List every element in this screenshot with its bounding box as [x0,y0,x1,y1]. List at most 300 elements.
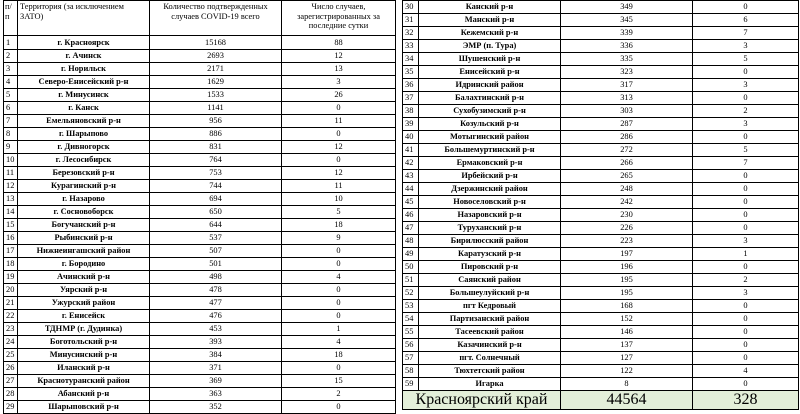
table-row [403,79,799,92]
row-confirmed: 336 [561,40,693,53]
row-number: 7 [4,115,18,128]
table-row [4,76,396,89]
row-number: 3 [4,63,18,76]
row-number: 10 [4,154,18,167]
row-last-day: 0 [693,1,799,14]
row-number: 46 [403,209,419,222]
row-confirmed: 197 [561,248,693,261]
row-territory: Козульский р-н [419,118,561,131]
row-confirmed: 195 [561,274,693,287]
row-number: 19 [4,271,18,284]
row-territory: Курагинский р-н [18,180,150,193]
row-territory: пгт Кедровый [419,300,561,313]
row-territory: Тюхтетский район [419,365,561,378]
row-last-day: 10 [282,193,396,206]
row-last-day: 0 [282,245,396,258]
row-last-day: 2 [282,388,396,401]
row-last-day: 0 [693,352,799,365]
row-confirmed: 650 [150,206,282,219]
row-last-day: 0 [282,154,396,167]
right-table-body [403,1,799,391]
table-row [4,50,396,63]
row-territory: Казачинский р-н [419,339,561,352]
row-territory: Уярский р-н [18,284,150,297]
row-confirmed: 477 [150,297,282,310]
row-confirmed: 886 [150,128,282,141]
row-number: 47 [403,222,419,235]
table-row [403,313,799,326]
row-number: 55 [403,326,419,339]
row-territory: г. Красноярск [18,36,150,50]
row-last-day: 0 [693,66,799,79]
row-number: 1 [4,36,18,50]
row-confirmed: 223 [561,235,693,248]
table-row [403,378,799,391]
table-row [4,115,396,128]
row-confirmed: 2171 [150,63,282,76]
row-territory: Минусинский р-н [18,349,150,362]
row-territory: Канский р-н [419,1,561,14]
row-confirmed: 127 [561,352,693,365]
row-last-day: 7 [693,27,799,40]
row-number: 34 [403,53,419,66]
row-territory: Кежемский р-н [419,27,561,40]
row-number: 37 [403,92,419,105]
row-confirmed: 272 [561,144,693,157]
row-confirmed: 507 [150,245,282,258]
row-territory: ТДНМР (г. Дудинка) [18,323,150,336]
total-name: Красноярский край [403,391,561,410]
row-last-day: 4 [693,365,799,378]
row-number: 16 [4,232,18,245]
row-territory: Шушенский р-н [419,53,561,66]
covid-table-right [402,0,799,410]
row-confirmed: 694 [150,193,282,206]
row-confirmed: 2693 [150,50,282,63]
row-territory: Ачинский р-н [18,271,150,284]
table-row [403,183,799,196]
row-number: 13 [4,193,18,206]
row-confirmed: 152 [561,313,693,326]
table-row [403,14,799,27]
table-row [4,284,396,297]
table-row [4,141,396,154]
row-last-day: 12 [282,50,396,63]
table-row [4,128,396,141]
row-last-day: 3 [693,40,799,53]
row-number: 48 [403,235,419,248]
table-row [4,323,396,336]
row-confirmed: 753 [150,167,282,180]
row-territory: г. Шарыпово [18,128,150,141]
row-confirmed: 226 [561,222,693,235]
row-confirmed: 266 [561,157,693,170]
row-confirmed: 168 [561,300,693,313]
table-row [403,118,799,131]
row-number: 14 [4,206,18,219]
row-territory: Сухобузимский р-н [419,105,561,118]
row-last-day: 18 [282,349,396,362]
row-number: 28 [4,388,18,401]
row-territory: Краснотуранский район [18,375,150,388]
row-number: 23 [4,323,18,336]
row-last-day: 5 [693,53,799,66]
row-last-day: 0 [693,378,799,391]
row-number: 33 [403,40,419,53]
row-territory: Шарыповский р-н [18,401,150,414]
table-row [403,274,799,287]
row-territory: Рыбинский р-н [18,232,150,245]
table-row [403,40,799,53]
row-last-day: 1 [693,248,799,261]
table-row [4,258,396,271]
row-last-day: 0 [282,297,396,310]
row-confirmed: 831 [150,141,282,154]
row-number: 8 [4,128,18,141]
row-last-day: 0 [282,128,396,141]
row-territory: Абанский р-н [18,388,150,401]
table-header-row [4,1,396,36]
row-territory: Ужурский район [18,297,150,310]
row-territory: Новоселовский р-н [419,196,561,209]
row-territory: Каратузский р-н [419,248,561,261]
row-number: 35 [403,66,419,79]
row-number: 5 [4,89,18,102]
row-territory: Емельяновский р-н [18,115,150,128]
table-row [403,209,799,222]
row-confirmed: 498 [150,271,282,284]
row-confirmed: 476 [150,310,282,323]
table-row [4,206,396,219]
row-number: 2 [4,50,18,63]
row-last-day: 0 [693,261,799,274]
row-confirmed: 248 [561,183,693,196]
row-confirmed: 644 [150,219,282,232]
row-territory: Иланский р-н [18,362,150,375]
row-last-day: 12 [282,141,396,154]
row-number: 12 [4,180,18,193]
row-last-day: 0 [693,300,799,313]
row-last-day: 7 [693,157,799,170]
row-territory: Ермаковский р-н [419,157,561,170]
table-row [4,297,396,310]
row-number: 49 [403,248,419,261]
row-number: 58 [403,365,419,378]
table-row [403,339,799,352]
row-last-day: 0 [282,258,396,271]
covid-table-left [3,0,396,414]
row-number: 32 [403,27,419,40]
table-row [4,401,396,414]
table-row [403,287,799,300]
row-last-day: 11 [282,180,396,193]
row-confirmed: 323 [561,66,693,79]
row-territory: Назаровский р-н [419,209,561,222]
row-last-day: 18 [282,219,396,232]
row-last-day: 2 [693,105,799,118]
row-last-day: 1 [282,323,396,336]
row-last-day: 0 [693,209,799,222]
header-confirmed: Количество подтвержденных случаев COVID-19 всего [150,1,282,36]
total-confirmed: 44564 [561,391,693,410]
row-confirmed: 287 [561,118,693,131]
row-last-day: 0 [282,102,396,115]
table-row [403,53,799,66]
table-row [4,310,396,323]
row-territory: Идринский район [419,79,561,92]
right-table-panel [402,0,798,410]
row-confirmed: 317 [561,79,693,92]
row-last-day: 15 [282,375,396,388]
table-row [403,261,799,274]
row-confirmed: 195 [561,287,693,300]
row-confirmed: 242 [561,196,693,209]
row-number: 53 [403,300,419,313]
row-confirmed: 15168 [150,36,282,50]
row-number: 51 [403,274,419,287]
row-number: 57 [403,352,419,365]
row-last-day: 0 [693,92,799,105]
row-number: 52 [403,287,419,300]
row-territory: Ирбейский р-н [419,170,561,183]
row-last-day: 5 [693,144,799,157]
row-number: 38 [403,105,419,118]
row-number: 9 [4,141,18,154]
row-confirmed: 744 [150,180,282,193]
table-row [4,271,396,284]
table-row [4,245,396,258]
row-confirmed: 1533 [150,89,282,102]
table-row [403,248,799,261]
row-confirmed: 1629 [150,76,282,89]
table-row [4,167,396,180]
row-confirmed: 196 [561,261,693,274]
row-last-day: 9 [282,232,396,245]
row-confirmed: 369 [150,375,282,388]
row-confirmed: 1141 [150,102,282,115]
row-territory: Тасеевский район [419,326,561,339]
row-territory: Северо-Енисейский р-н [18,76,150,89]
row-territory: г. Бородино [18,258,150,271]
row-last-day: 88 [282,36,396,50]
table-row [403,144,799,157]
row-last-day: 4 [282,271,396,284]
total-last-day: 328 [693,391,799,410]
row-number: 59 [403,378,419,391]
table-row [4,193,396,206]
row-territory: Енисейский р-н [419,66,561,79]
total-row [403,391,799,410]
row-number: 4 [4,76,18,89]
row-confirmed: 384 [150,349,282,362]
row-number: 54 [403,313,419,326]
row-last-day: 2 [693,274,799,287]
table-row [4,89,396,102]
left-table-panel [3,0,395,414]
row-confirmed: 453 [150,323,282,336]
row-number: 25 [4,349,18,362]
row-confirmed: 537 [150,232,282,245]
row-last-day: 11 [282,115,396,128]
table-row [403,157,799,170]
row-territory: Манский р-н [419,14,561,27]
row-number: 15 [4,219,18,232]
row-confirmed: 146 [561,326,693,339]
row-confirmed: 137 [561,339,693,352]
header-num: п/п [4,1,18,36]
row-last-day: 3 [693,235,799,248]
row-number: 43 [403,170,419,183]
row-number: 50 [403,261,419,274]
row-last-day: 0 [282,362,396,375]
row-confirmed: 230 [561,209,693,222]
row-confirmed: 303 [561,105,693,118]
row-last-day: 0 [693,222,799,235]
row-number: 29 [4,401,18,414]
row-territory: г. Назарово [18,193,150,206]
table-row [4,219,396,232]
table-row [403,66,799,79]
row-last-day: 0 [282,401,396,414]
table-row [4,180,396,193]
header-last-day: Число случаев, зарегистрированных за последние сутки [282,1,396,36]
row-confirmed: 764 [150,154,282,167]
row-confirmed: 122 [561,365,693,378]
row-number: 26 [4,362,18,375]
table-row [403,365,799,378]
row-confirmed: 349 [561,1,693,14]
row-territory: г. Канск [18,102,150,115]
table-row [403,170,799,183]
table-row [4,36,396,50]
row-number: 40 [403,131,419,144]
row-last-day: 4 [282,336,396,349]
row-confirmed: 478 [150,284,282,297]
row-territory: Пировский р-н [419,261,561,274]
row-last-day: 3 [282,76,396,89]
row-territory: Бирилюсский район [419,235,561,248]
row-last-day: 3 [693,287,799,300]
row-confirmed: 265 [561,170,693,183]
row-last-day: 3 [693,118,799,131]
row-territory: Дзержинский район [419,183,561,196]
table-row [4,349,396,362]
row-last-day: 5 [282,206,396,219]
row-last-day: 0 [693,131,799,144]
row-last-day: 26 [282,89,396,102]
row-last-day: 3 [693,79,799,92]
header-territory: Территория (за исключением ЗАТО) [18,1,150,36]
row-territory: Игарка [419,378,561,391]
table-row [4,63,396,76]
row-confirmed: 339 [561,27,693,40]
row-territory: Богучанский р-н [18,219,150,232]
row-last-day: 0 [282,284,396,297]
row-number: 17 [4,245,18,258]
row-territory: г. Сосновоборск [18,206,150,219]
row-territory: г. Дивногорск [18,141,150,154]
table-row [403,300,799,313]
row-territory: Большемуртинский р-н [419,144,561,157]
table-row [4,232,396,245]
table-row [403,131,799,144]
row-territory: г. Лесосибирск [18,154,150,167]
table-row [403,105,799,118]
table-row [403,27,799,40]
row-territory: Саянский район [419,274,561,287]
row-confirmed: 393 [150,336,282,349]
row-number: 56 [403,339,419,352]
row-number: 30 [403,1,419,14]
row-confirmed: 8 [561,378,693,391]
table-row [4,102,396,115]
row-territory: г. Енисейск [18,310,150,323]
row-last-day: 0 [693,326,799,339]
table-row [403,222,799,235]
row-number: 11 [4,167,18,180]
row-territory: Балахтинский р-н [419,92,561,105]
table-row [403,235,799,248]
left-table-body [4,36,396,414]
row-last-day: 0 [693,170,799,183]
row-number: 39 [403,118,419,131]
row-number: 36 [403,79,419,92]
row-last-day: 12 [282,167,396,180]
table-row [4,375,396,388]
row-territory: Боготольский р-н [18,336,150,349]
row-last-day: 0 [693,196,799,209]
row-territory: г. Норильск [18,63,150,76]
row-territory: г. Минусинск [18,89,150,102]
table-row [403,326,799,339]
row-confirmed: 286 [561,131,693,144]
row-last-day: 13 [282,63,396,76]
row-territory: Партизанский район [419,313,561,326]
row-territory: Нижнеингашский район [18,245,150,258]
row-confirmed: 956 [150,115,282,128]
table-row [403,352,799,365]
table-row [4,336,396,349]
row-number: 22 [4,310,18,323]
row-last-day: 6 [693,14,799,27]
row-number: 45 [403,196,419,209]
row-number: 31 [403,14,419,27]
row-number: 41 [403,144,419,157]
row-last-day: 0 [693,313,799,326]
row-number: 20 [4,284,18,297]
row-number: 44 [403,183,419,196]
row-number: 21 [4,297,18,310]
row-territory: г. Ачинск [18,50,150,63]
row-number: 42 [403,157,419,170]
row-confirmed: 371 [150,362,282,375]
row-number: 24 [4,336,18,349]
row-territory: Березовский р-н [18,167,150,180]
row-confirmed: 352 [150,401,282,414]
row-territory: Большеулуйский р-н [419,287,561,300]
row-last-day: 0 [282,310,396,323]
row-last-day: 0 [693,183,799,196]
table-row [4,154,396,167]
row-territory: Мотыгинский район [419,131,561,144]
row-number: 27 [4,375,18,388]
row-confirmed: 501 [150,258,282,271]
row-number: 6 [4,102,18,115]
table-row [403,1,799,14]
row-confirmed: 345 [561,14,693,27]
row-number: 18 [4,258,18,271]
row-territory: ЭМР (п. Тура) [419,40,561,53]
